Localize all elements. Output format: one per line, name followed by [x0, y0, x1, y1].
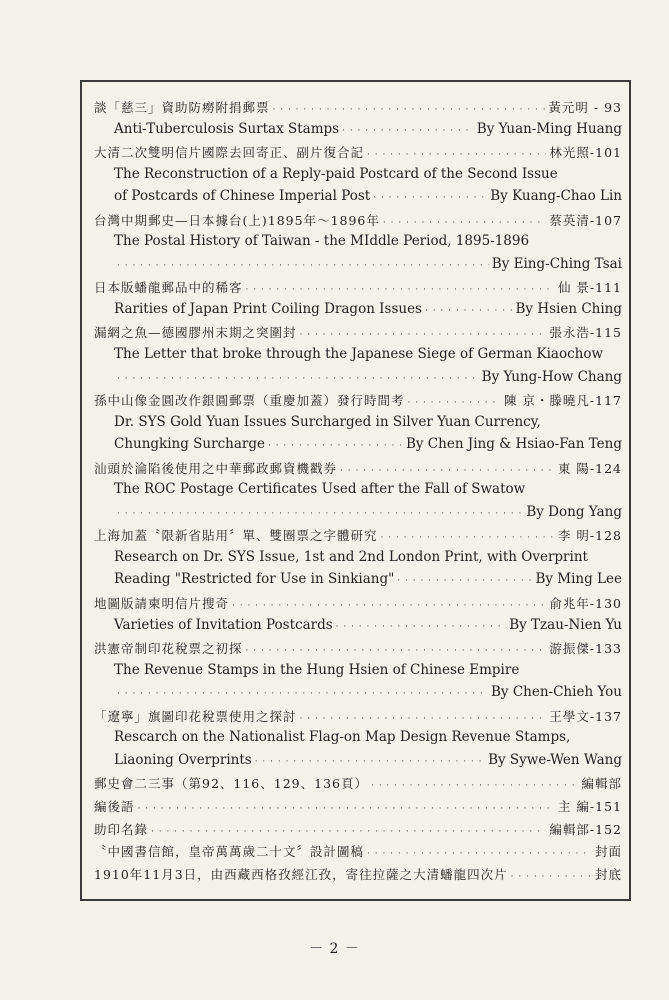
toc-entry-chinese [94, 143, 622, 166]
toc-title: Liaoning Overprints [114, 751, 252, 768]
toc-title: Dr. SYS Gold Yuan Issues Surcharged in Silver Yuan Currency, [114, 413, 541, 430]
toc-entry-chinese [94, 391, 622, 414]
toc-title: 〝中國書信館，皇帝萬萬歲二十文〞設計圖稿 [94, 844, 365, 860]
toc-author-english: By Sywe-Wen Wang [488, 751, 622, 768]
toc-entry-chinese [94, 278, 622, 301]
toc-title: Chungking Surcharge [114, 436, 265, 453]
toc-entry-english [94, 346, 622, 369]
toc-entry-english [94, 256, 622, 279]
toc-entry-chinese [94, 820, 622, 843]
toc-title: 汕頭於淪陷後使用之中華郵政郵資機戳券 [94, 460, 338, 476]
toc-author-page: 編輯部-152 [549, 821, 622, 837]
dot-leader [151, 827, 546, 837]
toc-title: 「遼寧」旗圖印花稅票使用之探討 [94, 708, 297, 724]
dot-leader [397, 576, 532, 586]
toc-title: The Reconstruction of a Reply-paid Postcard of the Second Issue [114, 165, 558, 182]
toc-author-page: 封底 [594, 866, 622, 882]
toc-entry-chinese [94, 707, 622, 730]
toc-author-page: 黃元明 - 93 [548, 100, 622, 115]
dot-leader [371, 781, 579, 791]
toc-entry-english [94, 729, 622, 752]
toc-entry-english [94, 301, 622, 324]
dot-leader [138, 804, 555, 814]
toc-author-page: 張永浩-115 [549, 325, 622, 341]
toc-title: of Postcards of Chinese Imperial Post [114, 188, 371, 205]
toc-entry-english [94, 504, 622, 527]
table-of-contents [94, 98, 622, 887]
dot-leader [336, 622, 507, 632]
toc-entry-chinese [94, 211, 622, 234]
dot-leader [232, 601, 546, 611]
dot-leader [425, 306, 513, 316]
toc-title: The ROC Postage Certificates Used after the Fall of Swatow [114, 481, 526, 498]
toc-entry-english [94, 549, 622, 572]
toc-title: 1910年11月3日，由西藏西格孜經江孜，寄往拉薩之大清蟠龍四次片 [94, 866, 508, 882]
toc-entry-chinese [94, 639, 622, 662]
dot-leader [255, 757, 485, 767]
toc-author-english: By Tzau-Nien Yu [509, 616, 622, 633]
toc-entry-chinese [94, 526, 622, 549]
toc-entry-chinese [94, 98, 622, 121]
toc-author-page: 東 陽-124 [557, 460, 622, 476]
toc-author-page: 主 編-151 [557, 798, 622, 814]
dot-leader [373, 193, 487, 203]
toc-author-page: 仙 景-111 [557, 280, 622, 296]
toc-title: 洪憲帝制印花稅票之初探 [94, 641, 243, 657]
dot-leader [246, 646, 547, 656]
toc-entry-chinese [94, 797, 622, 820]
toc-author-english: By Hsien Ching [515, 300, 622, 317]
toc-entry-english [94, 233, 622, 256]
toc-entry-english [94, 166, 622, 189]
dot-leader [511, 872, 592, 882]
dot-leader [367, 150, 546, 160]
toc-title: 日本版蟠龍郵品中的稀客 [94, 280, 243, 296]
toc-entry-chinese [94, 842, 622, 865]
toc-title: 編後語 [94, 798, 135, 814]
toc-author-page: 游振傑-133 [549, 641, 622, 657]
toc-title: 地圖版請柬明信片搜奇 [94, 596, 230, 612]
toc-entry-english [94, 481, 622, 504]
toc-title: Anti-Tuberculosis Surtax Stamps [114, 120, 340, 137]
dot-leader [300, 330, 547, 340]
toc-author-english: By Eing-Ching Tsai [491, 255, 622, 272]
toc-title: 上海加蓋〝限新省貼用〞單、雙圈票之字體研究 [94, 528, 378, 544]
toc-entry-english [94, 571, 622, 594]
toc-author-english: By Dong Yang [526, 503, 622, 520]
dot-leader [367, 849, 592, 859]
page-number: － 2 － [309, 941, 360, 957]
toc-entry-english [94, 414, 622, 437]
toc-entry-chinese [94, 323, 622, 346]
dot-leader [246, 285, 555, 295]
toc-author-page: 王學文-137 [549, 708, 622, 724]
dot-leader [117, 509, 523, 519]
toc-author-english: By Ming Lee [535, 571, 622, 588]
toc-title: 台灣中期郵史—日本據台(上)1895年～1896年 [94, 212, 380, 228]
toc-entry-english [94, 684, 622, 707]
toc-title: 孫中山像金圓改作銀圓郵票（重慶加蓋）發行時間考 [94, 393, 405, 409]
toc-author-english: By Chen Jing & Hsiao-Fan Teng [405, 436, 622, 453]
toc-title: Reading "Restricted for Use in Sinkiang" [114, 571, 395, 588]
toc-entry-english [94, 662, 622, 685]
toc-title: 助印名錄 [94, 821, 149, 837]
toc-author-page: 編輯部 [581, 776, 622, 792]
toc-title: The Revenue Stamps in the Hung Hsien of Chinese Empire [114, 661, 520, 678]
toc-author-english: By Chen-Chieh You [491, 684, 622, 701]
toc-title: 郵史會二三事（第92、116、129、136頁） [94, 776, 368, 792]
toc-entry-english [94, 617, 622, 640]
toc-author-page: 蔡英清-107 [549, 212, 622, 228]
toc-author-page: 林光照-101 [549, 145, 622, 161]
dot-leader [117, 261, 489, 271]
toc-entry-english [94, 369, 622, 392]
toc-title: The Letter that broke through the Japanese Siege of German Kiaochow [114, 346, 604, 363]
toc-entry-chinese [94, 774, 622, 797]
toc-entry-chinese [94, 865, 622, 888]
toc-author-english: By Yuan-Ming Huang [476, 120, 622, 137]
dot-leader [342, 126, 474, 136]
toc-author-page: 李 明-128 [557, 528, 622, 544]
dot-leader [273, 105, 546, 115]
toc-entry-chinese [94, 594, 622, 617]
dot-leader [268, 441, 403, 451]
toc-author-english: By Kuang-Chao Lin [490, 188, 622, 205]
toc-title: Varieties of Invitation Postcards [114, 616, 333, 633]
toc-author-page: 俞兆年-130 [549, 596, 622, 612]
toc-entry-english [94, 121, 622, 144]
dot-leader [117, 374, 479, 384]
toc-author-english: By Yung-How Chang [481, 368, 622, 385]
dot-leader [340, 466, 555, 476]
toc-entry-english [94, 188, 622, 211]
toc-author-page: 封面 [594, 844, 622, 860]
dot-leader [381, 533, 555, 543]
toc-title: 談「慈三」資助防癆附捐郵票 [94, 100, 270, 115]
dot-leader [117, 689, 488, 699]
dot-leader [300, 714, 547, 724]
toc-title: Rarities of Japan Print Coiling Dragon Issues [114, 300, 422, 317]
toc-title: Research on Dr. SYS Issue, 1st and 2nd London Print, with Overprint [114, 548, 588, 565]
dot-leader [408, 398, 501, 408]
dot-leader [383, 218, 547, 228]
toc-title: Rescarch on the Nationalist Flag-on Map Design Revenue Stamps, [114, 729, 571, 746]
toc-title: 大清二次雙明信片國際去回寄正、副片復合記 [94, 145, 365, 161]
toc-title: The Postal History of Taiwan - the MIddle Period, 1895-1896 [114, 233, 530, 250]
toc-entry-english [94, 752, 622, 775]
toc-title: 漏網之魚—德國膠州末期之突圍封 [94, 325, 297, 341]
toc-entry-chinese [94, 459, 622, 482]
toc-author-page: 陳 京・滕曉凡-117 [503, 393, 622, 409]
toc-entry-english [94, 436, 622, 459]
